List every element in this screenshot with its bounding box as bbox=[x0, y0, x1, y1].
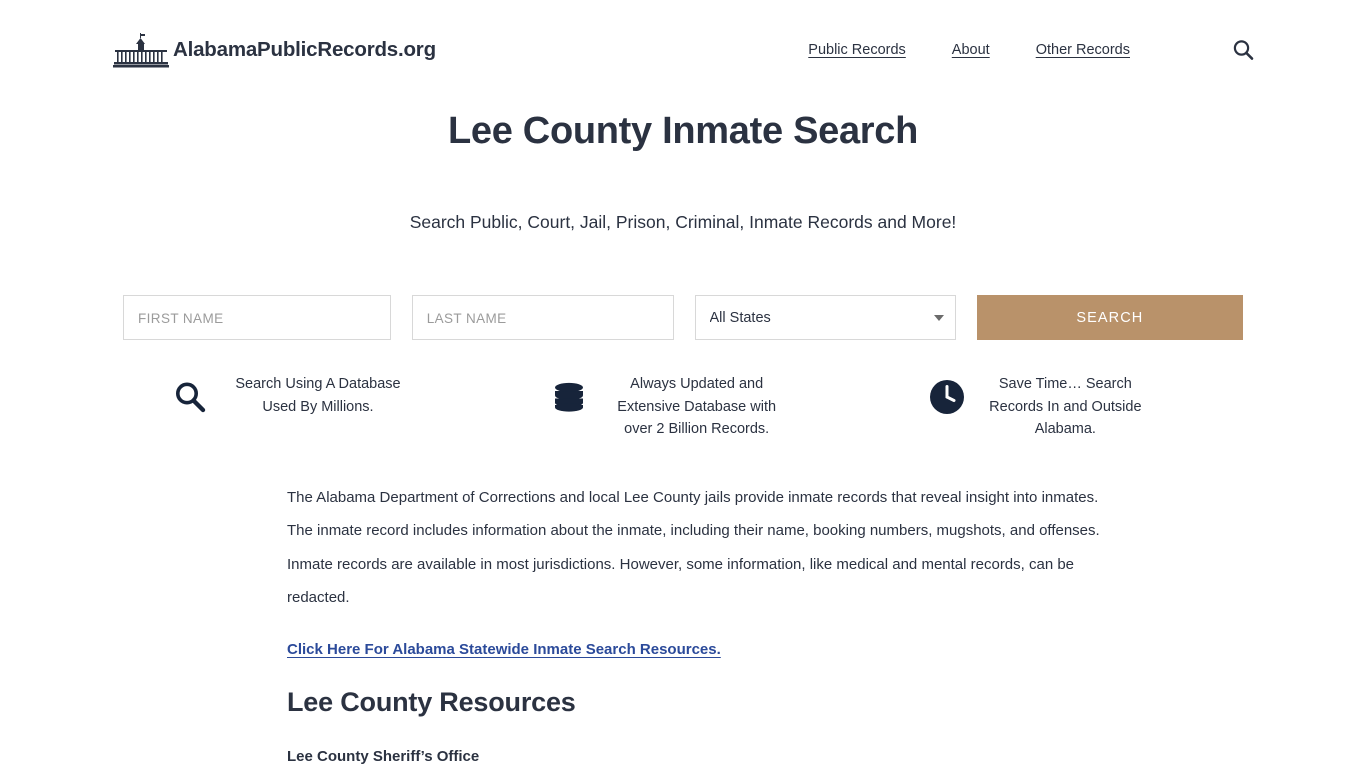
clock-icon bbox=[927, 377, 967, 417]
feature-item bbox=[879, 373, 1258, 441]
state-select-wrapper bbox=[695, 295, 956, 340]
site-header bbox=[0, 0, 1366, 100]
search-button[interactable]: SEARCH bbox=[977, 295, 1243, 340]
database-icon bbox=[549, 377, 589, 417]
statewide-inmate-search-link[interactable]: Click Here For Alabama Statewide Inmate Search Resources. bbox=[287, 640, 721, 658]
feature-list bbox=[108, 373, 1258, 441]
nav-item-about[interactable]: About bbox=[951, 42, 990, 58]
feature-text: Always Updated and Extensive Database with over 2 Billion Records. bbox=[617, 376, 777, 437]
last-name-input[interactable] bbox=[412, 295, 674, 340]
feature-item bbox=[108, 373, 501, 418]
subsection-title-sheriffs-office: Lee County Sheriff’s Office bbox=[287, 747, 480, 765]
site-logo[interactable] bbox=[113, 32, 436, 68]
nav-item-other-records[interactable]: Other Records bbox=[1035, 42, 1130, 58]
main-navigation bbox=[808, 37, 1256, 63]
feature-text: Save Time… Search Records In and Outside Alabama. bbox=[989, 376, 1142, 437]
page-subtitle: Search Public, Court, Jail, Prison, Criminal, Inmate Records and More! bbox=[409, 212, 957, 232]
magnifier-icon bbox=[170, 377, 210, 417]
article-content bbox=[137, 481, 1229, 765]
nav-item-public-records[interactable]: Public Records bbox=[808, 42, 906, 58]
feature-text: Search Using A Database Used By Millions. bbox=[235, 376, 401, 415]
section-title-resources: Lee County Resources bbox=[287, 686, 576, 717]
search-icon[interactable] bbox=[1230, 37, 1256, 63]
capitol-building-icon bbox=[113, 32, 169, 68]
state-select[interactable] bbox=[695, 295, 956, 340]
site-logo-text: AlabamaPublicRecords.org bbox=[173, 38, 436, 61]
records-search-form bbox=[123, 295, 1243, 340]
first-name-input[interactable] bbox=[123, 295, 391, 340]
page-title: Lee County Inmate Search bbox=[447, 110, 919, 152]
intro-paragraph: The Alabama Department of Corrections and local Lee County jails provide inmate records that reveal insight into inmates. The inmate record includes information about the inmate, including their name, booking numbers, mugshots, and offenses. Inmate records are available in most jurisdictions. However, some information, like medical and mental records, can be redacted. bbox=[287, 488, 1100, 606]
feature-item bbox=[501, 373, 880, 441]
hero-section bbox=[0, 100, 1366, 233]
